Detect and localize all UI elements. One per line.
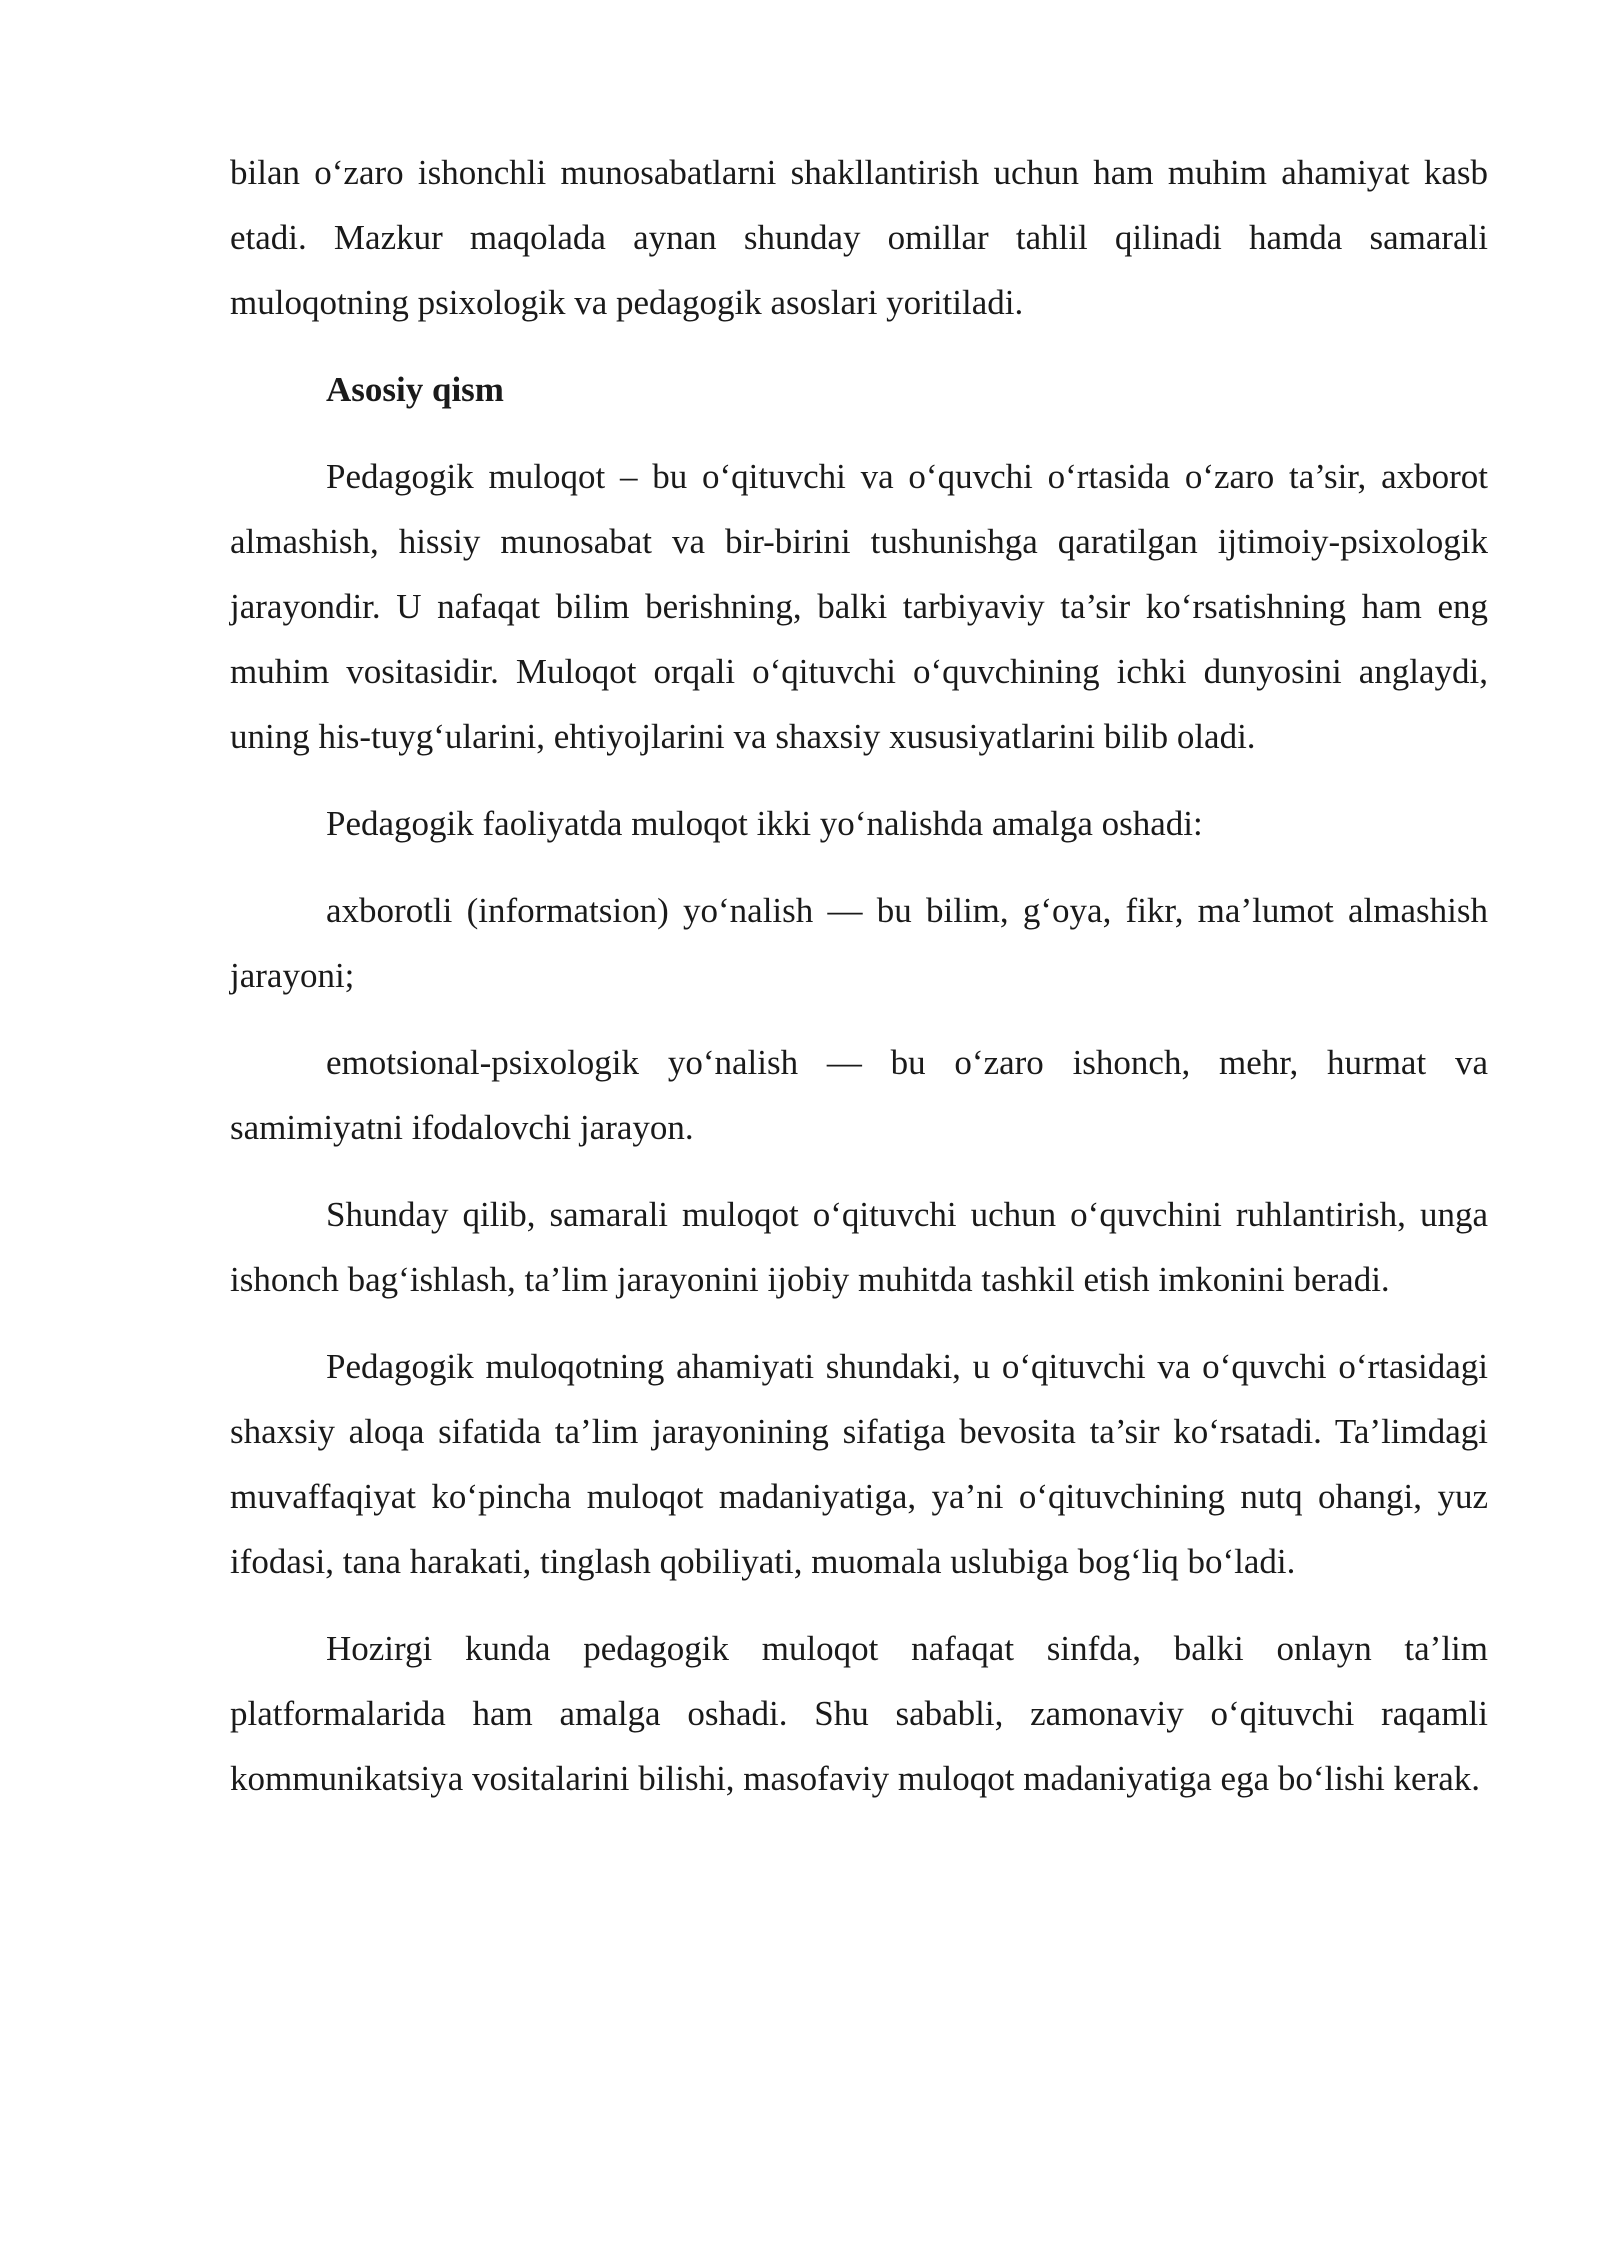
- document-body: [230, 140, 1488, 1833]
- paragraph-direction-informational: axborotli (informatsion) yo‘nalish — bu bilim, g‘oya, fikr, ma’lumot almashish jarayoni;: [230, 891, 1488, 995]
- paragraph-definition: Pedagogik muloqot – bu o‘qituvchi va o‘quvchi o‘rtasida o‘zaro ta’sir, axborot almashish, hissiy munosabat va bir-birini tushunishga qaratilgan ijtimoiy-psixologik jarayondir. U nafaqat bilim berishning, balki tarbiyaviy ta’sir ko‘rsatishning ham eng muhim vositasidir. Muloqot orqali o‘qituvchi o‘quvchining ichki dunyosini anglaydi, uning his-tuyg‘ularini, ehtiyojlarini va shaxsiy xususiyatlarini bilib oladi.: [230, 457, 1488, 756]
- paragraph-online: Hozirgi kunda pedagogik muloqot nafaqat sinfda, balki onlayn ta’lim platformalarida ham amalga oshadi. Shu sababli, zamonaviy o‘qituvchi raqamli kommunikatsiya vositalarini bilishi, masofaviy muloqot madaniyatiga ega bo‘lishi kerak.: [230, 1629, 1488, 1798]
- paragraph-conclusion: Shunday qilib, samarali muloqot o‘qituvchi uchun o‘quvchini ruhlantirish, unga ishonch bag‘ishlash, ta’lim jarayonini ijobiy muhitda tashkil etish imkonini beradi.: [230, 1195, 1488, 1299]
- section-heading: Asosiy qism: [326, 370, 504, 409]
- paragraph-direction-emotional: emotsional-psixologik yo‘nalish — bu o‘zaro ishonch, mehr, hurmat va samimiyatni ifodalovchi jarayon.: [230, 1043, 1488, 1147]
- paragraph-importance: Pedagogik muloqotning ahamiyati shundaki, u o‘qituvchi va o‘quvchi o‘rtasidagi shaxsiy aloqa sifatida ta’lim jarayonining sifatiga bevosita ta’sir ko‘rsatadi. Ta’limdagi muvaffaqiyat ko‘pincha muloqot madaniyatiga, ya’ni o‘qituvchining nutq ohangi, yuz ifodasi, tana harakati, tinglash qobiliyati, muomala uslubiga bog‘liq bo‘ladi.: [230, 1347, 1488, 1581]
- paragraph-directions-intro: Pedagogik faoliyatda muloqot ikki yo‘nalishda amalga oshadi:: [326, 804, 1203, 843]
- paragraph-continuation: bilan o‘zaro ishonchli munosabatlarni shakllantirish uchun ham muhim ahamiyat kasb etadi. Mazkur maqolada aynan shunday omillar tahlil qilinadi hamda samarali muloqotning psixologik va pedagogik asoslari yoritiladi.: [230, 153, 1488, 322]
